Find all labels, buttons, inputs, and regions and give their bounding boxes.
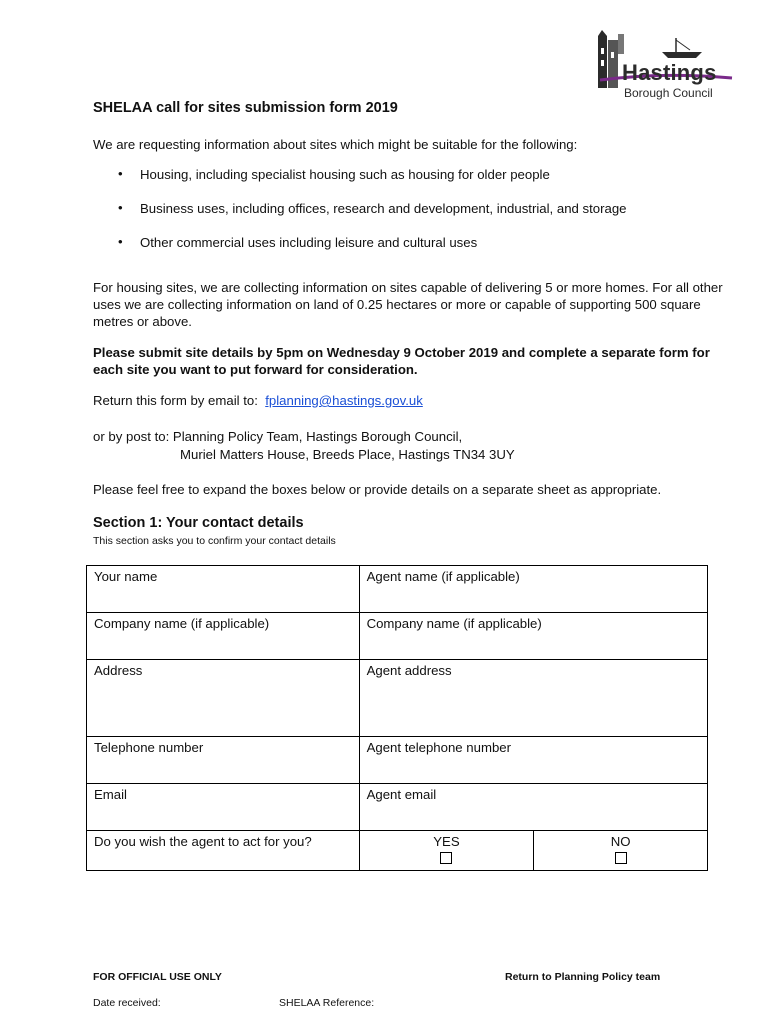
- return-email-line: [93, 392, 423, 409]
- bullet-item: Other commercial uses including leisure and cultural uses: [140, 235, 478, 250]
- address-field[interactable]: Address: [87, 660, 360, 737]
- table-row: [87, 831, 708, 871]
- agent-email-field[interactable]: Agent email: [359, 784, 707, 831]
- section-1-heading: Section 1: Your contact details: [93, 515, 304, 531]
- table-row: [87, 660, 708, 737]
- table-row: [87, 737, 708, 784]
- agent-name-field[interactable]: Agent name (if applicable): [359, 566, 707, 613]
- your-name-field[interactable]: Your name: [87, 566, 360, 613]
- return-email-link[interactable]: fplanning@hastings.gov.uk: [265, 393, 423, 408]
- bullet-icon: •: [118, 200, 123, 215]
- no-option[interactable]: [534, 831, 708, 871]
- housing-criteria-text: For housing sites, we are collecting information on sites capable of delivering 5 or more homes. For all other uses we are collecting information on land of 0.25 hectares or more or capable of supporting 500 square metres or above.: [93, 280, 723, 329]
- deadline-notice: Please submit site details by 5pm on Wednesday 9 October 2019 and complete a separate form for each site you want to put forward for consideration.: [93, 345, 710, 377]
- yes-checkbox[interactable]: [440, 852, 452, 864]
- company-name-field[interactable]: Company name (if applicable): [87, 613, 360, 660]
- intro-text: We are requesting information about sites which might be suitable for the following:: [93, 137, 578, 152]
- agent-telephone-field[interactable]: Agent telephone number: [359, 737, 707, 784]
- agent-question-label: Do you wish the agent to act for you?: [87, 831, 360, 871]
- table-row: [87, 566, 708, 613]
- agent-company-name-field[interactable]: Company name (if applicable): [359, 613, 707, 660]
- official-use-label: FOR OFFICIAL USE ONLY: [93, 971, 222, 983]
- bullet-icon: •: [118, 166, 123, 181]
- post-address-line-2: Muriel Matters House, Breeds Place, Hastings TN34 3UY: [180, 447, 515, 462]
- bullet-item: Housing, including specialist housing such as housing for older people: [140, 167, 550, 182]
- yes-label: YES: [433, 834, 460, 849]
- no-label: NO: [610, 834, 631, 849]
- hastings-logo: [592, 30, 742, 104]
- email-field[interactable]: Email: [87, 784, 360, 831]
- logo-text-sub: Borough Council: [624, 86, 713, 100]
- table-row: [87, 613, 708, 660]
- bullet-icon: •: [118, 234, 123, 249]
- post-address-line-1: or by post to: Planning Policy Team, Hastings Borough Council,: [93, 429, 463, 444]
- shelaa-reference-label: SHELAA Reference:: [279, 997, 375, 1009]
- bullet-item: Business uses, including offices, research and development, industrial, and storage: [140, 201, 627, 216]
- return-to-label: Return to Planning Policy team: [505, 971, 661, 983]
- agent-address-field[interactable]: Agent address: [359, 660, 707, 737]
- page-title: SHELAA call for sites submission form 2019: [93, 100, 398, 116]
- section-1-subheading: This section asks you to confirm your contact details: [93, 535, 336, 547]
- return-email-label: Return this form by email to:: [93, 393, 258, 408]
- table-row: [87, 784, 708, 831]
- telephone-field[interactable]: Telephone number: [87, 737, 360, 784]
- no-checkbox[interactable]: [615, 852, 627, 864]
- expand-boxes-note: Please feel free to expand the boxes below or provide details on a separate sheet as appropriate.: [93, 482, 662, 497]
- yes-option[interactable]: [359, 831, 534, 871]
- logo-text-main: Hastings: [622, 60, 717, 85]
- date-received-label: Date received:: [93, 997, 161, 1009]
- contact-details-table: [86, 565, 708, 871]
